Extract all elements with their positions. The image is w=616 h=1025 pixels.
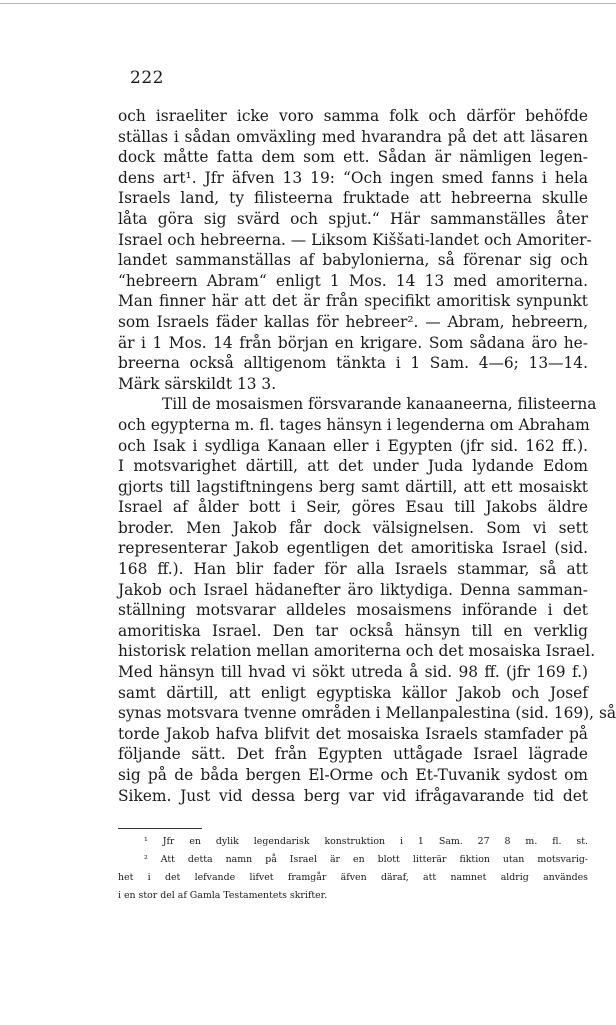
body-line: amoritiska Israel. Den tar också hänsyn till en verklig xyxy=(118,621,588,640)
body-line: är i 1 Mos. 14 från början en krigare. Som sådana äro he- xyxy=(118,333,588,352)
body-line: Israels land, ty filisteerna fruktade att hebreerna skulle xyxy=(118,189,588,208)
body-line: samt därtill, att enligt egyptiska källor Jakob och Josef xyxy=(118,683,588,702)
footnote-2-continued: i en stor del af Gamla Testamentets skrifter. xyxy=(118,890,328,901)
footnotes xyxy=(118,833,588,905)
body-line: landet sammanställas af babylonierna, så förenar sig och xyxy=(118,251,588,270)
body-line: följande sätt. Det från Egypten uttågade Israel lägrade xyxy=(118,745,588,764)
body-line: torde Jakob hafva blifvit det mosaiska Israels stamfader på xyxy=(118,724,588,743)
body-line: sig på de båda bergen El-Orme och Et-Tuvanik sydost om xyxy=(118,766,588,784)
body-line: “hebreern Abram“ enligt 1 Mos. 14 13 med amoriterna. xyxy=(118,271,588,290)
footnote-separator xyxy=(118,828,202,829)
footnote-2: ² Att detta namn på Israel är en blott litterär fiktion utan motsvarig- xyxy=(144,854,588,865)
body-line: representerar Jakob egentligen det amoritiska Israel (sid. xyxy=(118,539,588,558)
top-edge-rule xyxy=(0,3,616,4)
body-line: Med hänsyn till hvad vi sökt utreda å sid. 98 ff. (jfr 169 f.) xyxy=(118,663,588,682)
body-line: synas motsvara tvenne områden i Mellanpalestina (sid. 169), så xyxy=(118,704,616,723)
body-line: ställas i sådan omväxling med hvarandra på det att läsaren xyxy=(118,127,588,146)
body-line: ställning motsvarar alldeles mosaismens införande i det xyxy=(118,601,588,620)
page-number: 222 xyxy=(130,68,164,88)
body-line: 168 ff.). Han blir fader för alla Israels stammar, så att xyxy=(118,560,588,579)
body-line: Man finner här att det är från specifikt amoritisk synpunkt xyxy=(118,292,588,311)
body-line: låta göra sig svärd och spjut.“ Här sammanställes åter xyxy=(118,209,588,228)
body-line: dock måtte fatta dem som ett. Sådan är nämligen legen- xyxy=(118,148,588,167)
body-line: och Isak i sydliga Kanaan eller i Egypten (jfr sid. 162 ff.). xyxy=(118,436,588,455)
body-line: broder. Men Jakob får dock välsignelsen. Som vi sett xyxy=(118,518,588,537)
body-line: Israel och hebreerna. — Liksom Kiššati-landet och Amoriter- xyxy=(118,230,592,249)
body-line: Märk särskildt 13 3. xyxy=(118,374,277,393)
body-line: breerna också alltigenom tänkta i 1 Sam. 4—6; 13—14. xyxy=(118,354,588,373)
body-line: historisk relation mellan amoriterna och det mosaiska Israel. xyxy=(118,642,596,661)
body-line: I motsvarighet därtill, att det under Juda lydande Edom xyxy=(118,457,588,476)
body-line: och egypterna m. fl. tages hänsyn i legenderna om Abraham xyxy=(118,415,590,434)
body-line: dens art¹. Jfr äfven 13 19: “Och ingen smed fanns i hela xyxy=(118,168,588,187)
paragraph-start-line: Till de mosaismen försvarande kanaaneerna, filisteerna xyxy=(162,395,597,414)
body-line: Jakob och Israel hädanefter äro liktydiga. Denna samman- xyxy=(118,580,588,599)
body-line: och israeliter icke voro samma folk och därför behöfde xyxy=(118,107,588,125)
body-text xyxy=(118,106,616,806)
body-line: gjorts till lagstiftningens berg samt därtill, att ett mosaiskt xyxy=(118,477,588,496)
body-line: som Israels fäder kallas för hebreer². — Abram, hebreern, xyxy=(118,312,588,331)
footnote-1: ¹ Jfr en dylik legendarisk konstruktion i 1 Sam. 27 8 m. fl. st. xyxy=(144,836,588,847)
body-line: Sikem. Just vid dessa berg var vid ifrågavarande tid det xyxy=(118,786,588,805)
footnote-2-continued: het i det lefvande lifvet framgår äfven däraf, att namnet aldrig användes xyxy=(118,872,588,883)
body-line: Israel af ålder bott i Seir, göres Esau till Jakobs äldre xyxy=(118,498,588,517)
